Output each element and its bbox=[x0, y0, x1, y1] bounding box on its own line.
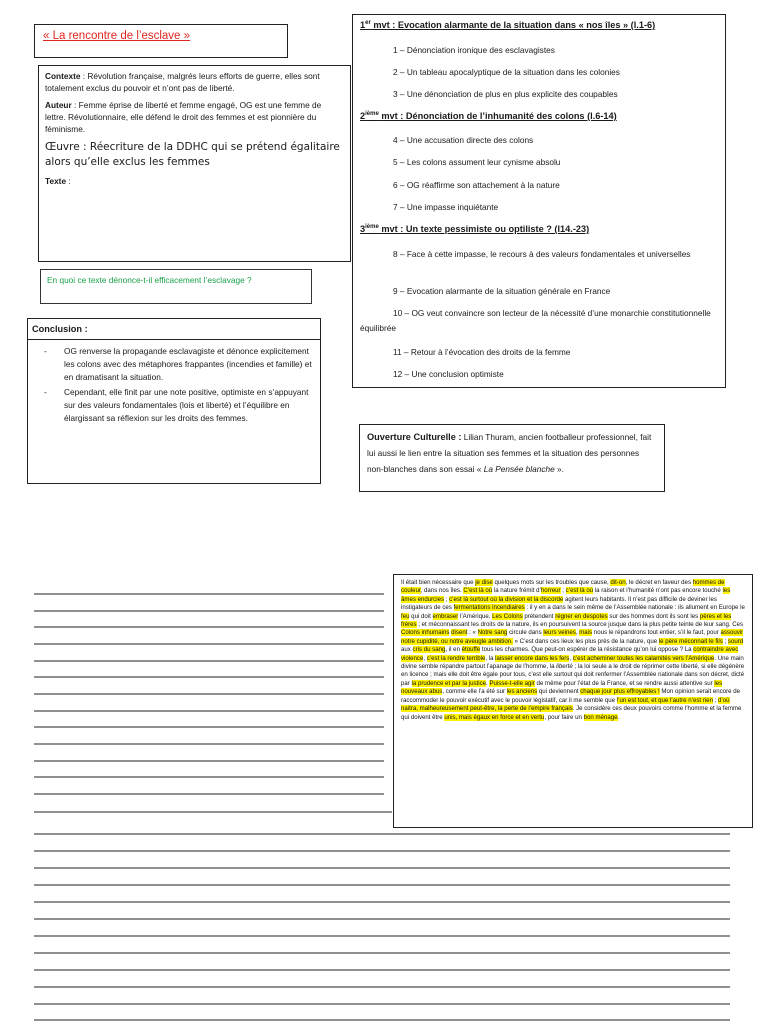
text-segment: Mon opinion serait encore de raccommoder le pouvoir exécutif avec le pouvoir législatif, car il me semble que bbox=[401, 688, 741, 704]
extract-text bbox=[401, 579, 745, 722]
contexte-text: : Révolution française, malgrés leurs efforts de guerre, elles sont totalement exclus du pouvoir et n’ont pas de liberté. bbox=[45, 71, 320, 93]
text-segment: . Je considère ces deux pouvoirs comme l’homme et la femme qui doivent être bbox=[401, 705, 742, 721]
oeuvre-text: : Réecriture de la DDHC qui se prétend égalitaire alors qu’elle exclus les femmes bbox=[45, 141, 340, 168]
texte-text: : bbox=[66, 176, 71, 186]
highlighted-segment: bon ménage bbox=[583, 713, 618, 721]
text-segment: , la bbox=[485, 654, 496, 662]
text-segment: Il était bien nécessaire que bbox=[401, 579, 476, 586]
highlighted-segment: contraindre avec violence bbox=[401, 646, 739, 662]
text-segment: qui doit bbox=[409, 612, 433, 620]
text-segment: de même pour l’état de la France, et se rendre aussi attentive sur bbox=[534, 679, 715, 687]
text-segment: aux bbox=[401, 646, 413, 654]
plan-item: 3 – Une dénonciation de plus en plus explicite des coupables bbox=[393, 89, 618, 99]
highlighted-segment: chaque jour plus effroyables ! bbox=[580, 688, 660, 696]
problematique-text: En quoi ce texte dénonce-t-il efficacement l’esclavage ? bbox=[47, 275, 252, 285]
highlighted-segment: cris du sang bbox=[412, 646, 446, 654]
text-segment: , pour faire un bbox=[544, 713, 584, 721]
text-segment: tous les charmes. Que peut-on espérer de la résistance qu’on lui oppose ? La bbox=[480, 646, 694, 654]
highlighted-segment: Les Colons bbox=[492, 612, 523, 620]
text-segment: » C’est dans ces lieux les plus près de la nature, que bbox=[512, 637, 659, 645]
text-segment: : « bbox=[467, 629, 478, 637]
text-segment: . bbox=[486, 679, 490, 687]
plan-item: 7 – Une impasse inquiétante bbox=[393, 202, 499, 212]
highlighted-segment: fermentations incendiaires bbox=[453, 604, 525, 612]
ouverture-label: Ouverture Culturelle : bbox=[367, 432, 462, 442]
highlighted-segment: c’est là surtout où la division et la discorde bbox=[449, 595, 564, 603]
plan-item: 1 – Dénonciation ironique des esclavagistes bbox=[393, 45, 555, 55]
highlighted-segment: d’où naitra, malheureusement peut-être, la perte de l’empire français bbox=[401, 696, 730, 713]
text-segment: agitent leurs habitants. Il n’est pas difficile de deviner les instigateurs de ces bbox=[401, 595, 717, 612]
highlighted-segment: hommes de couleur bbox=[401, 579, 725, 595]
text-segment: , bbox=[575, 629, 580, 637]
plan-item: 11 – Retour à l’évocation des droits de la femme bbox=[393, 347, 571, 357]
highlighted-segment: mais bbox=[579, 629, 593, 637]
highlighted-segment: embraser bbox=[432, 612, 459, 620]
text-segment: sur des hommes dont ils sont les bbox=[607, 612, 700, 620]
text-segment: ; bbox=[712, 696, 719, 704]
movement-3-heading: 3ième mvt : Un texte pessimiste ou optiliste ? (l14.-23) bbox=[360, 224, 590, 235]
conclusion-heading: Conclusion : bbox=[32, 324, 88, 334]
text-segment: ; bbox=[722, 637, 728, 645]
ouverture-text: Lilian Thuram, ancien footballeur professionnel, fait lui aussi le lien entre la situation ses femmes et la situation des personnes non-blanches dans son essai « bbox=[367, 432, 652, 474]
movement-1-heading: 1er mvt : Evocation alarmante de la situation dans « nos îles » (l.1-6) bbox=[360, 20, 656, 31]
text-segment: , comme elle l’a été sur bbox=[442, 688, 507, 696]
plan-item: 4 – Une accusation directe des colons bbox=[393, 135, 534, 145]
highlighted-segment: les âmes endurcies bbox=[401, 587, 731, 603]
highlighted-segment: disent bbox=[451, 629, 468, 637]
highlighted-segment: l’un est tout, et que l’autre n’est rien bbox=[616, 696, 713, 704]
text-segment: ; bbox=[444, 595, 450, 603]
extract-box bbox=[393, 574, 753, 828]
highlighted-segment: la prudence et par la justice bbox=[411, 679, 487, 687]
highlighted-segment: c’est là où bbox=[565, 587, 594, 595]
text-segment: . bbox=[617, 713, 620, 721]
highlighted-segment: c’est la rendre terrible bbox=[426, 654, 486, 662]
auteur-label: Auteur bbox=[45, 100, 72, 110]
text-segment: , il en bbox=[445, 646, 462, 654]
ouverture-book-title: La Pensée blanche bbox=[483, 464, 555, 474]
text-segment: , dans nos îles. bbox=[420, 587, 464, 595]
movement-2-heading: 2ième mvt : Dénonciation de l’inhumanité des colons (l.6-14) bbox=[360, 111, 617, 122]
highlighted-segment: pères et les frères bbox=[401, 612, 732, 629]
highlighted-segment: feu bbox=[401, 612, 410, 620]
highlighted-segment: c’est acheminer toutes les calamités vers l’Amérique bbox=[572, 654, 715, 662]
highlighted-segment: leurs veines bbox=[543, 629, 576, 637]
highlighted-segment: horreur bbox=[540, 587, 561, 595]
highlighted-segment: régner en despotes bbox=[555, 612, 608, 620]
highlighted-segment: étouffe bbox=[461, 646, 481, 654]
text-segment: ; bbox=[560, 587, 566, 595]
highlighted-segment: dit-on bbox=[610, 579, 626, 586]
text-segment: l’Amérique. bbox=[458, 612, 493, 620]
text-segment: , bbox=[423, 654, 427, 662]
plan-item: 10 – OG veut convaincre son lecteur de la nécessité d’une monarchie constitutionnelle équilibrée bbox=[360, 308, 711, 333]
highlighted-segment: assouvir notre cupidité, ou notre aveugle ambition. bbox=[401, 629, 744, 645]
ouverture-end: ». bbox=[554, 464, 564, 474]
conclusion-item: - OG renverse la propagande esclavagiste et dénonce explicitement les colons avec des métaphores frappantes (incendies et famille) et en dramatisant la situation. bbox=[44, 346, 312, 382]
texte-label: Texte bbox=[45, 176, 67, 186]
highlighted-segment: le père méconnait le fils bbox=[658, 637, 723, 645]
text-segment: la raison et l’humanité n’ont pas encore touché bbox=[593, 587, 723, 595]
highlighted-segment: C’est là où bbox=[463, 587, 493, 595]
text-segment: circule dans bbox=[507, 629, 544, 637]
text-segment: : il y en a dans le sein même de l’Assemblée nationale : ils allument en Europe le bbox=[524, 604, 745, 612]
plan-item: 2 – Un tableau apocalyptique de la situation dans les colonies bbox=[393, 67, 620, 77]
contexte-label: Contexte bbox=[45, 71, 81, 81]
highlighted-segment: Puisse-t-elle agir bbox=[489, 679, 535, 687]
conclusion-item-text: Cependant, elle finit par une note positive, optimiste en s’appuyant sur des valeurs fondamentales (lois et liberté) et l’équilibre en élargissant sa réflexion sur les droits des femmes. bbox=[64, 387, 309, 423]
conclusion-item-text: OG renverse la propagande esclavagiste et dénonce explicitement les colons avec des métaphores frappantes (incendies et famille) et en dramatisant la situation. bbox=[64, 346, 312, 382]
plan-item: 5 – Les colons assument leur cynisme absolu bbox=[393, 157, 561, 167]
italic-segment: liberté bbox=[556, 663, 573, 671]
plan-item: 6 – OG réaffirme son attachement à la nature bbox=[393, 180, 560, 190]
highlighted-segment: sourd bbox=[727, 637, 744, 645]
text-segment: ; et méconnaissant les droits de la nature, ils en poursuivent la source jusque dans la plus petite teinte de leur sang. Ces bbox=[416, 621, 744, 629]
highlighted-segment: Colons inhumains bbox=[401, 629, 450, 637]
text-segment: la nature frémit d’ bbox=[492, 587, 541, 595]
text-segment: quelques mots sur les troubles que cause, bbox=[492, 579, 611, 586]
text-segment: , bbox=[569, 654, 573, 662]
text-segment: qui deviennent bbox=[537, 688, 581, 696]
highlighted-segment: les anciens bbox=[506, 688, 538, 696]
text-segment: ; la loi seule a le droit de réprimer cette liberté, si elle dégénère en licence ; mais elle doit être égale pour tous, c’est elle surtout qui doit renfermer l’Assemblée nationale dans son décret, dicté par bbox=[401, 663, 745, 687]
auteur-text: : Femme éprise de liberté et femme engagé, OG est une femme de lettre. Révolutionnaire, elle défend le droit des femmes et est pionnière du féminisme. bbox=[45, 100, 322, 134]
highlighted-segment: unis, mais égaux en force et en vertu bbox=[444, 713, 545, 721]
text-segment: prétendent bbox=[522, 612, 556, 620]
text-segment: , le décret en faveur des bbox=[625, 579, 693, 586]
oeuvre-label: Œuvre bbox=[45, 141, 80, 153]
highlighted-segment: Notre sang bbox=[477, 629, 508, 637]
plan-item: 8 – Face à cette impasse, le recours à des valeurs fondamentales et universelles bbox=[393, 249, 691, 259]
highlighted-segment: laisser encore dans les fers bbox=[495, 654, 570, 662]
text-segment: nous le répandrons tout entier, s’il le faut, pour bbox=[592, 629, 721, 637]
text-segment: . Une main divine semble répandre partout l’apanage de l’homme, la bbox=[401, 654, 744, 671]
document-title: « La rencontre de l’esclave » bbox=[43, 30, 191, 42]
highlighted-segment: les nouveaux abus bbox=[401, 679, 723, 696]
highlighted-segment: je dise bbox=[475, 579, 493, 586]
plan-item: 9 – Evocation alarmante de la situation générale en France bbox=[393, 286, 611, 296]
plan-item: 12 – Une conclusion optimiste bbox=[393, 369, 504, 379]
conclusion-item: - Cependant, elle finit par une note positive, optimiste en s’appuyant sur des valeurs fondamentales (lois et liberté) et l’équilibre en élargissant sa réflexion sur les droits des femmes. bbox=[44, 387, 309, 423]
